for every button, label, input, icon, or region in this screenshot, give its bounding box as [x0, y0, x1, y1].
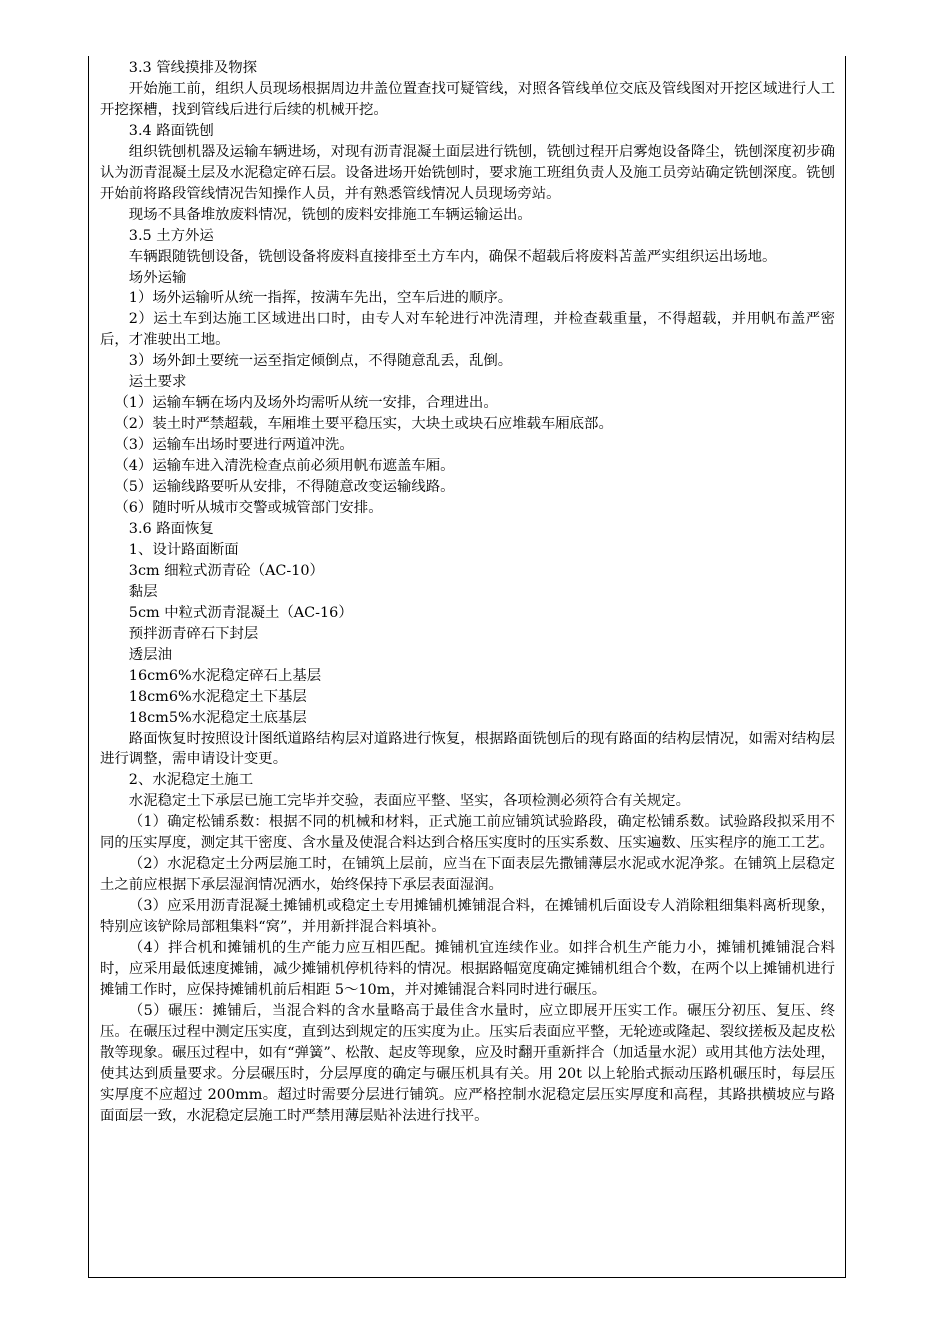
paragraph: 开始施工前，组织人员现场根据周边井盖位置查找可疑管线，对照各管线单位交底及管线图对开挖区域进行人工开挖探槽，找到管线后进行后续的机械开挖。 [100, 80, 835, 118]
paragraph: 场外运输 [128, 269, 187, 286]
paragraph: 5cm 中粒式沥青混凝土（AC-16） [128, 604, 353, 621]
paragraph: （2）水泥稳定土分两层施工时，在铺筑上层前，应当在下面表层先撒铺薄层水泥或水泥净浆。在铺筑上层稳定土之前应根据下承层湿润情况洒水，始终保持下承层表面湿润。 [100, 856, 835, 894]
paragraph: （1）确定松铺系数：根据不同的机械和材料，正式施工前应铺筑试验路段，确定松铺系数。试验路段拟采用不同的压实厚度，测定其干密度、含水量及使混合料达到合格压实度时的压实系数、压实遍数、压实程序的施工工艺。 [100, 814, 835, 852]
paragraph: 3cm 细粒式沥青砼（AC-10） [128, 562, 324, 579]
paragraph: 透层油 [128, 646, 172, 663]
paragraph: （4）拌合机和摊铺机的生产能力应互相匹配。摊铺机宜连续作业。如拌合机生产能力小，摊铺机摊铺混合料时，应采用最低速度摊铺，减少摊铺机停机待料的情况。根据路幅宽度确定摊铺机组合个数，在两个以上摊铺机进行摊铺工作时，应保持摊铺机前后相距 5～10m，并对摊铺混合料同时进行碾压。 [100, 940, 835, 998]
paragraph: （1）运输车辆在场内及场外均需听从统一安排，合理进出。 [114, 395, 498, 412]
paragraph: 车辆跟随铣刨设备，铣刨设备将废料直接排至土方车内，确保不超载后将废料苫盖严实组织运出场地。 [128, 248, 777, 265]
paragraph: 1、设计路面断面 [128, 541, 239, 558]
paragraph: 组织铣刨机器及运输车辆进场，对现有沥青混凝土面层进行铣刨，铣刨过程开启雾炮设备降尘，铣刨深度初步确认为沥青混凝土层及水泥稳定碎石层。设备进场开始铣刨时，要求施工班组负责人及施工员旁站确定铣刨深度。铣刨开始前将路段管线情况告知操作人员，并有熟悉管线情况人员现场旁站。 [100, 143, 835, 202]
paragraph: （6）随时听从城市交警或城管部门安排。 [114, 500, 383, 517]
document-body [89, 56, 845, 1127]
paragraph: （2）装土时严禁超载，车厢堆土要平稳压实，大块土或块石应堆载车厢底部。 [114, 416, 613, 433]
paragraph: 2、水泥稳定土施工 [128, 772, 254, 789]
paragraph: 黏层 [128, 583, 158, 600]
paragraph: 3）场外卸土要统一运至指定倾倒点，不得随意乱丢，乱倒。 [128, 353, 513, 370]
paragraph: （5）运输线路要听从安排，不得随意改变运输线路。 [114, 479, 455, 496]
paragraph: （4）运输车进入清洗检查点前必须用帆布遮盖车厢。 [114, 458, 455, 475]
paragraph: 路面恢复时按照设计图纸道路结构层对道路进行恢复，根据路面铣刨后的现有路面的结构层情况，如需对结构层进行调整，需申请设计变更。 [100, 730, 835, 768]
paragraph: 预拌沥青碎石下封层 [128, 625, 259, 642]
document-page [88, 56, 846, 1278]
paragraph: 16cm6%水泥稳定碎石上基层 [128, 667, 322, 684]
paragraph: 18cm6%水泥稳定土下基层 [128, 688, 307, 705]
paragraph: （3）应采用沥青混凝土摊铺机或稳定土专用摊铺机摊铺混合料，在摊铺机后面设专人消除粗细集料离析现象，特别应该铲除局部粗集料“窝”，并用新拌混合料填补。 [100, 898, 835, 936]
paragraph: 1）场外运输听从统一指挥，按满车先出，空车后进的顺序。 [128, 290, 513, 307]
paragraph: 2）运土车到达施工区域进出口时，由专人对车轮进行冲洗清理，并检查载重量，不得超载，并用帆布盖严密后，才准驶出工地。 [100, 311, 835, 349]
paragraph: 3.3 管线摸排及物探 [128, 60, 257, 76]
paragraph: （5）碾压：摊铺后，当混合料的含水量略高于最佳含水量时，应立即展开压实工作。碾压分初压、复压、终压。在碾压过程中测定压实度，直到达到规定的压实度为止。压实后表面应平整，无轮迹或隆起、裂纹搓板及起皮松散等现象。碾压过程中，如有“弹簧”、松散、起皮等现象，应及时翻开重新拌合（加适量水泥）或用其他方法处理，使其达到质量要求。分层碾压时，分层厚度的确定与碾压机具有关。用 20t 以上轮胎式振动压路机碾压时，每层压实厚度不应超过 200mm。超过时需要分层进行铺筑。应严格控制水泥稳定层压实厚度和高程，其路拱横坡应与路面面层一致，水泥稳定层施工时严禁用薄层贴补法进行找平。 [100, 1002, 835, 1124]
paragraph: 18cm5%水泥稳定土底基层 [128, 709, 307, 726]
paragraph: 现场不具备堆放废料情况，铣刨的废料安排施工车辆运输运出。 [128, 206, 532, 223]
paragraph: 水泥稳定土下承层已施工完毕并交验，表面应平整、坚实，各项检测必须符合有关规定。 [128, 793, 691, 810]
paragraph: 3.4 路面铣刨 [128, 122, 214, 139]
paragraph: （3）运输车出场时要进行两道冲洗。 [114, 437, 354, 454]
paragraph: 3.6 路面恢复 [128, 520, 214, 537]
paragraph: 3.5 土方外运 [128, 227, 214, 244]
paragraph: 运土要求 [128, 374, 187, 391]
